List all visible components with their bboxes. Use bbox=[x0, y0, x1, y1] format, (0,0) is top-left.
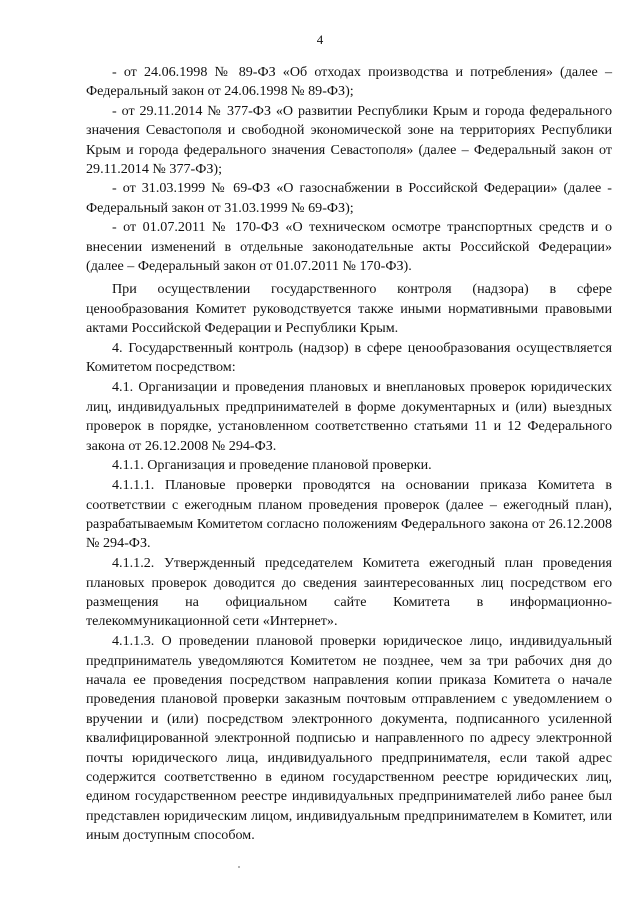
paragraph-other-acts: При осуществлении государственного контроля (надзора) в сфере ценообразования Комитет руководствуется также иными нормативными правовыми актами Российской Федерации и Республики Крым. bbox=[86, 281, 612, 337]
paragraph-section-4: 4. Государственный контроль (надзор) в сфере ценообразования осуществляется Комитетом посредством: bbox=[86, 340, 612, 376]
law-item-377fz: - от 29.11.2014 № 377-ФЗ «О развитии Республики Крым и города федерального значения Севастополя и свободной экономической зоне на территориях Республики Крым и города федерального значения Севастополя» (далее – Федеральный закон от 29.11.2014 № 377-ФЗ); bbox=[86, 102, 612, 178]
law-item-69fz: - от 31.03.1999 № 69-ФЗ «О газоснабжении в Российской Федерации» (далее - Федеральный закон от 31.03.1999 № 69-ФЗ); bbox=[86, 180, 612, 216]
paragraph-section-4-1: 4.1. Организации и проведения плановых и внеплановых проверок юридических лиц, индивидуальных предпринимателей в форме документарных и (или) выездных проверок в порядке, установленном соответственно статьями 11 и 12 Федерального закона от 26.12.2008 № 294-ФЗ. bbox=[86, 379, 612, 454]
paragraph-section-4-1-1: 4.1.1. Организация и проведение плановой проверки. bbox=[112, 457, 432, 474]
paragraph-section-4-1-1-1: 4.1.1.1. Плановые проверки проводятся на основании приказа Комитета в соответствии с ежегодным планом проведения проверок (далее – ежегодный план), разрабатываемым Комитетом согласно положениям Федерального закона от 26.12.2008 № 294-ФЗ. bbox=[86, 477, 612, 552]
paragraph-section-4-1-1-2: 4.1.1.2. Утвержденный председателем Комитета ежегодный план проведения плановых проверок доводится до сведения заинтересованных лиц посредством его размещения на официальном сайте Комитета в информационно-телекоммуникационной сети «Интернет». bbox=[86, 555, 612, 630]
document-body bbox=[86, 63, 612, 846]
law-item-170fz: - от 01.07.2011 № 170-ФЗ «О техническом осмотре транспортных средств и о внесении изменений в отдельные законодательные акты Российской Федерации» (далее – Федеральный закон от 01.07.2011 № 170-ФЗ). bbox=[86, 219, 612, 275]
law-item-89fz: - от 24.06.1998 № 89-ФЗ «Об отходах производства и потребления» (далее – Федеральный закон от 24.06.1998 № 89-ФЗ); bbox=[86, 64, 612, 100]
page-number: 4 bbox=[316, 32, 324, 47]
scan-speck bbox=[238, 866, 240, 868]
paragraph-section-4-1-1-3: 4.1.1.3. О проведении плановой проверки юридическое лицо, индивидуальный предприниматель уведомляются Комитетом не позднее, чем за три рабочих дня до начала ее проведения посредством направления копии приказа Комитета о начале проведения плановой проверки заказным почтовым отправлением с уведомлением о вручении и (или) посредством электронного документа, подписанного усиленной квалифицированной электронной подписью и направленного по адресу электронной почты юридического лица, индивидуального предпринимателя, если такой адрес содержится соответственно в едином государственном реестре юридических лиц, едином государственном реестре индивидуальных предпринимателей либо ранее был представлен юридическим лицом, индивидуальным предпринимателем в Комитет, или иным доступным способом. bbox=[86, 633, 612, 844]
